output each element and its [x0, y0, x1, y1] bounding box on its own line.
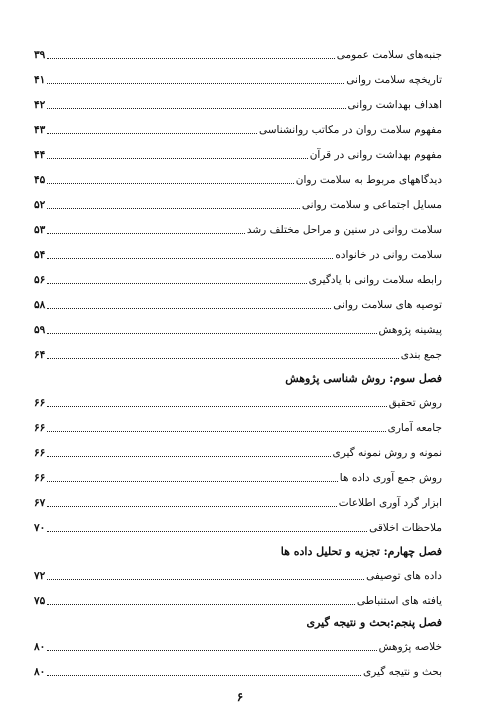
toc-entry — [34, 242, 442, 262]
toc-entry-title: سلامت روانی در خانواده — [335, 249, 442, 261]
page-number: ۶ — [236, 690, 244, 704]
chapter-heading: فصل پنجم:بحث و نتیجه گیری — [306, 616, 442, 629]
dotted-leader — [47, 208, 300, 209]
toc-entry — [34, 588, 442, 608]
dotted-leader — [47, 108, 345, 109]
toc-entry-page: ۴۲ — [34, 99, 46, 111]
dotted-leader — [47, 431, 385, 432]
toc-entry — [34, 292, 442, 312]
toc-entry-page: ۷۲ — [34, 570, 46, 582]
dotted-leader — [47, 258, 333, 259]
toc-entry-page: ۶۶ — [34, 472, 46, 484]
dotted-leader — [47, 283, 306, 284]
toc-entry-page: ۶۶ — [34, 397, 46, 409]
dotted-leader — [47, 604, 355, 605]
dotted-leader — [47, 531, 367, 532]
toc-entry-title: مفهوم بهداشت روانی در قرآن — [309, 149, 442, 161]
toc-entry — [34, 342, 442, 362]
toc-entry-title: بحث و نتیجه گیری — [363, 666, 442, 678]
toc-entry-page: ۴۱ — [34, 74, 46, 86]
toc-entry-page: ۵۸ — [34, 299, 46, 311]
toc-entry-page: ۷۰ — [34, 522, 46, 534]
toc-entry-title: اهداف بهداشت روانی — [347, 99, 442, 111]
toc-entry — [34, 390, 442, 410]
dotted-leader — [47, 58, 334, 59]
toc-entry-title: مسایل اجتماعی و سلامت روانی — [301, 199, 442, 211]
dotted-leader — [47, 83, 344, 84]
toc-entry-title: جامعه آماری — [387, 422, 442, 434]
dotted-leader — [47, 506, 336, 507]
dotted-leader — [47, 183, 293, 184]
toc-entry-title: روش تحقیق — [388, 397, 442, 409]
chapter-heading: فصل سوم: روش شناسی پژوهش — [285, 372, 442, 385]
toc-entry-title: نمونه و روش نمونه گیری — [332, 447, 442, 459]
toc-entry-page: ۶۶ — [34, 447, 46, 459]
toc-entry — [34, 563, 442, 583]
toc-entry — [34, 92, 442, 112]
chapter-heading: فصل چهارم: تجزیه و تحلیل داده ها — [280, 545, 442, 558]
toc-entry-page: ۴۵ — [34, 174, 46, 186]
dotted-leader — [47, 133, 257, 134]
toc-entry-title: جنبه‌های سلامت عمومی — [336, 49, 442, 61]
toc-entry-page: ۴۴ — [34, 149, 46, 161]
toc-entry — [34, 217, 442, 237]
toc-entry-page: ۵۲ — [34, 199, 46, 211]
toc-entry — [34, 440, 442, 460]
dotted-leader — [47, 579, 364, 580]
toc-entry — [34, 117, 442, 137]
toc-entry — [34, 42, 442, 62]
toc-entry-page: ۵۶ — [34, 274, 46, 286]
toc-entry-title: روش جمع آوری داده ها — [339, 472, 442, 484]
toc-entry-title: سلامت روانی در سنین و مراحل مختلف رشد — [246, 224, 442, 236]
toc-entry-title: جمع بندی — [400, 349, 442, 361]
toc-entry-title: تاریخچه سلامت روانی — [346, 74, 442, 86]
toc-entry-page: ۶۷ — [34, 497, 46, 509]
toc-entry — [34, 415, 442, 435]
toc-entry — [34, 192, 442, 212]
toc-entry — [34, 267, 442, 287]
dotted-leader — [47, 675, 361, 676]
toc-entry-title: رابطه سلامت روانی با یادگیری — [308, 274, 442, 286]
toc-entry — [34, 659, 442, 679]
dotted-leader — [47, 233, 245, 234]
toc-entry-page: ۵۴ — [34, 249, 46, 261]
toc-entry-title: یافته های استنباطی — [356, 595, 442, 607]
toc-entry — [34, 142, 442, 162]
toc-entry — [34, 515, 442, 535]
dotted-leader — [47, 158, 307, 159]
toc-entry-title: مفهوم سلامت روان در مکاتب روانشناسی — [258, 124, 442, 136]
toc-entry-title: پیشینه پژوهش — [378, 324, 442, 336]
dotted-leader — [47, 406, 386, 407]
toc-entry — [34, 465, 442, 485]
toc-entry-page: ۸۰ — [34, 641, 46, 653]
toc-entry — [34, 490, 442, 510]
toc-entry — [34, 317, 442, 337]
toc-entry — [34, 634, 442, 654]
toc-entry-page: ۵۳ — [34, 224, 46, 236]
toc-entry — [34, 67, 442, 87]
dotted-leader — [47, 358, 398, 359]
dotted-leader — [47, 650, 376, 651]
toc-entry-title: توصیه های سلامت روانی — [333, 299, 442, 311]
toc-entry-title: خلاصه پژوهش — [378, 641, 442, 653]
toc-entry-page: ۴۳ — [34, 124, 46, 136]
toc-entry-title: ملاحظات اخلاقی — [369, 522, 442, 534]
toc-entry-page: ۸۰ — [34, 666, 46, 678]
toc-entry-page: ۶۶ — [34, 422, 46, 434]
toc-entry-title: ابزار گرد آوری اطلاعات — [338, 497, 442, 509]
dotted-leader — [47, 456, 330, 457]
toc-entry-title: داده های توصیفی — [366, 570, 442, 582]
toc-entry-page: ۳۹ — [34, 49, 46, 61]
toc-entry-page: ۶۴ — [34, 349, 46, 361]
dotted-leader — [47, 481, 337, 482]
toc-entry — [34, 167, 442, 187]
dotted-leader — [47, 333, 376, 334]
toc-entry-page: ۷۵ — [34, 595, 46, 607]
toc-entry-page: ۵۹ — [34, 324, 46, 336]
dotted-leader — [47, 308, 331, 309]
toc-entry-title: دیدگاههای مربوط به سلامت روان — [295, 174, 442, 186]
